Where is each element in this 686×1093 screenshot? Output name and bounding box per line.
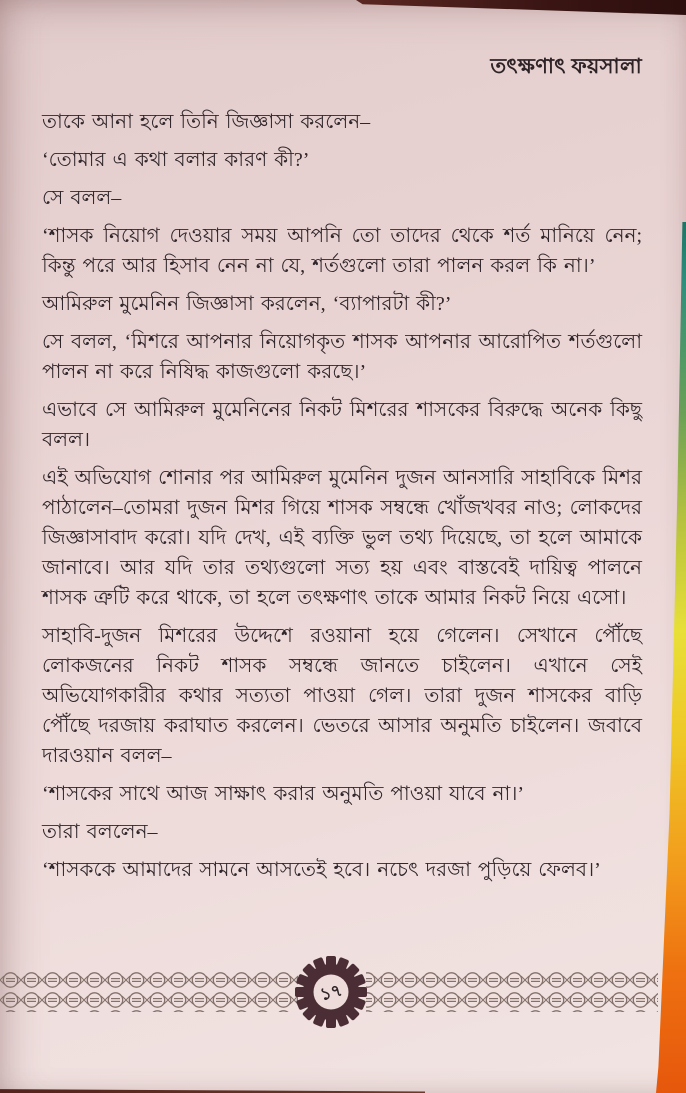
footer-ornament-band	[0, 952, 686, 1044]
paragraph: ‘শাসক নিয়োগ দেওয়ার সময় আপনি তো তাদের থেকে শর্ত মানিয়ে নেন; কিন্তু পরে আর হিসাব নেন না যে, শর্তগুলো তারা পালন করল কি না।’	[42, 225, 642, 277]
paragraph: এই অভিযোগ শোনার পর আমিরুল মুমেনিন দুজন আনসারি সাহাবিকে মিশর পাঠালেন–তোমরা দুজন মিশর গিয়ে শাসক সম্বন্ধে খোঁজখবর নাও; লোকদের জিজ্ঞাসাবাদ করো। যদি দেখ, এই ব্যক্তি ভুল তথ্য দিয়েছে, তা হলে আমাকে জানাবে। আর যদি তার তথ্যগুলো সত্য হয় এবং বাস্তবেই দায়িত্ব পালনে শাসক ত্রুটি করে থাকে, তা হলে তৎক্ষণাৎ তাকে আমার নিকট নিয়ে এসো।	[42, 467, 642, 609]
ornament-lattice-right	[366, 972, 658, 1012]
page-content	[42, 50, 642, 893]
paragraph: ‘শাসককে আমাদের সামনে আসতেই হবে। নচেৎ দরজা পুড়িয়ে ফেলব।’	[42, 859, 601, 881]
book-top-edge	[356, 0, 686, 15]
paragraph: তাকে আনা হলে তিনি জিজ্ঞাসা করলেন–	[42, 111, 371, 133]
paragraph: সে বলল, ‘মিশরে আপনার নিয়োগকৃত শাসক আপনার আরোপিত শর্তগুলো পালন না করে নিষিদ্ধ কাজগুলো করছে।’	[42, 331, 642, 383]
page-number-medallion	[295, 956, 367, 1028]
body-text	[42, 107, 642, 885]
book-bottom-edge	[0, 1087, 425, 1093]
paragraph: সাহাবি-দুজন মিশরের উদ্দেশে রওয়ানা হয়ে গেলেন। সেখানে পৌঁছে লোকজনের নিকট শাসক সম্বন্ধে জানতে চাইলেন। এখানে সেই অভিযোগকারীর কথার সত্যতা পাওয়া গেল। তারা দুজন শাসকের বাড়ি পৌঁছে দরজায় করাঘাত করলেন। ভেতরে আসার অনুমতি চাইলেন। জবাবে দারওয়ান বলল–	[42, 625, 642, 767]
paragraph: আমিরুল মুমেনিন জিজ্ঞাসা করলেন, ‘ব্যাপারটা কী?’	[42, 293, 452, 315]
page-number: ১৭	[318, 980, 345, 1005]
paragraph: ‘শাসকের সাথে আজ সাক্ষাৎ করার অনুমতি পাওয়া যাবে না।’	[42, 783, 525, 805]
paragraph: ‘তোমার এ কথা বলার কারণ কী?’	[42, 149, 310, 171]
paragraph: তারা বললেন–	[42, 821, 158, 843]
paragraph: এভাবে সে আমিরুল মুমেনিনের নিকট মিশরের শাসকের বিরুদ্ধে অনেক কিছু বলল।	[42, 399, 642, 451]
running-header: তৎক্ষণাৎ ফয়সালা	[490, 54, 642, 78]
ornament-lattice-left	[0, 972, 298, 1012]
paragraph: সে বলল–	[42, 187, 122, 209]
